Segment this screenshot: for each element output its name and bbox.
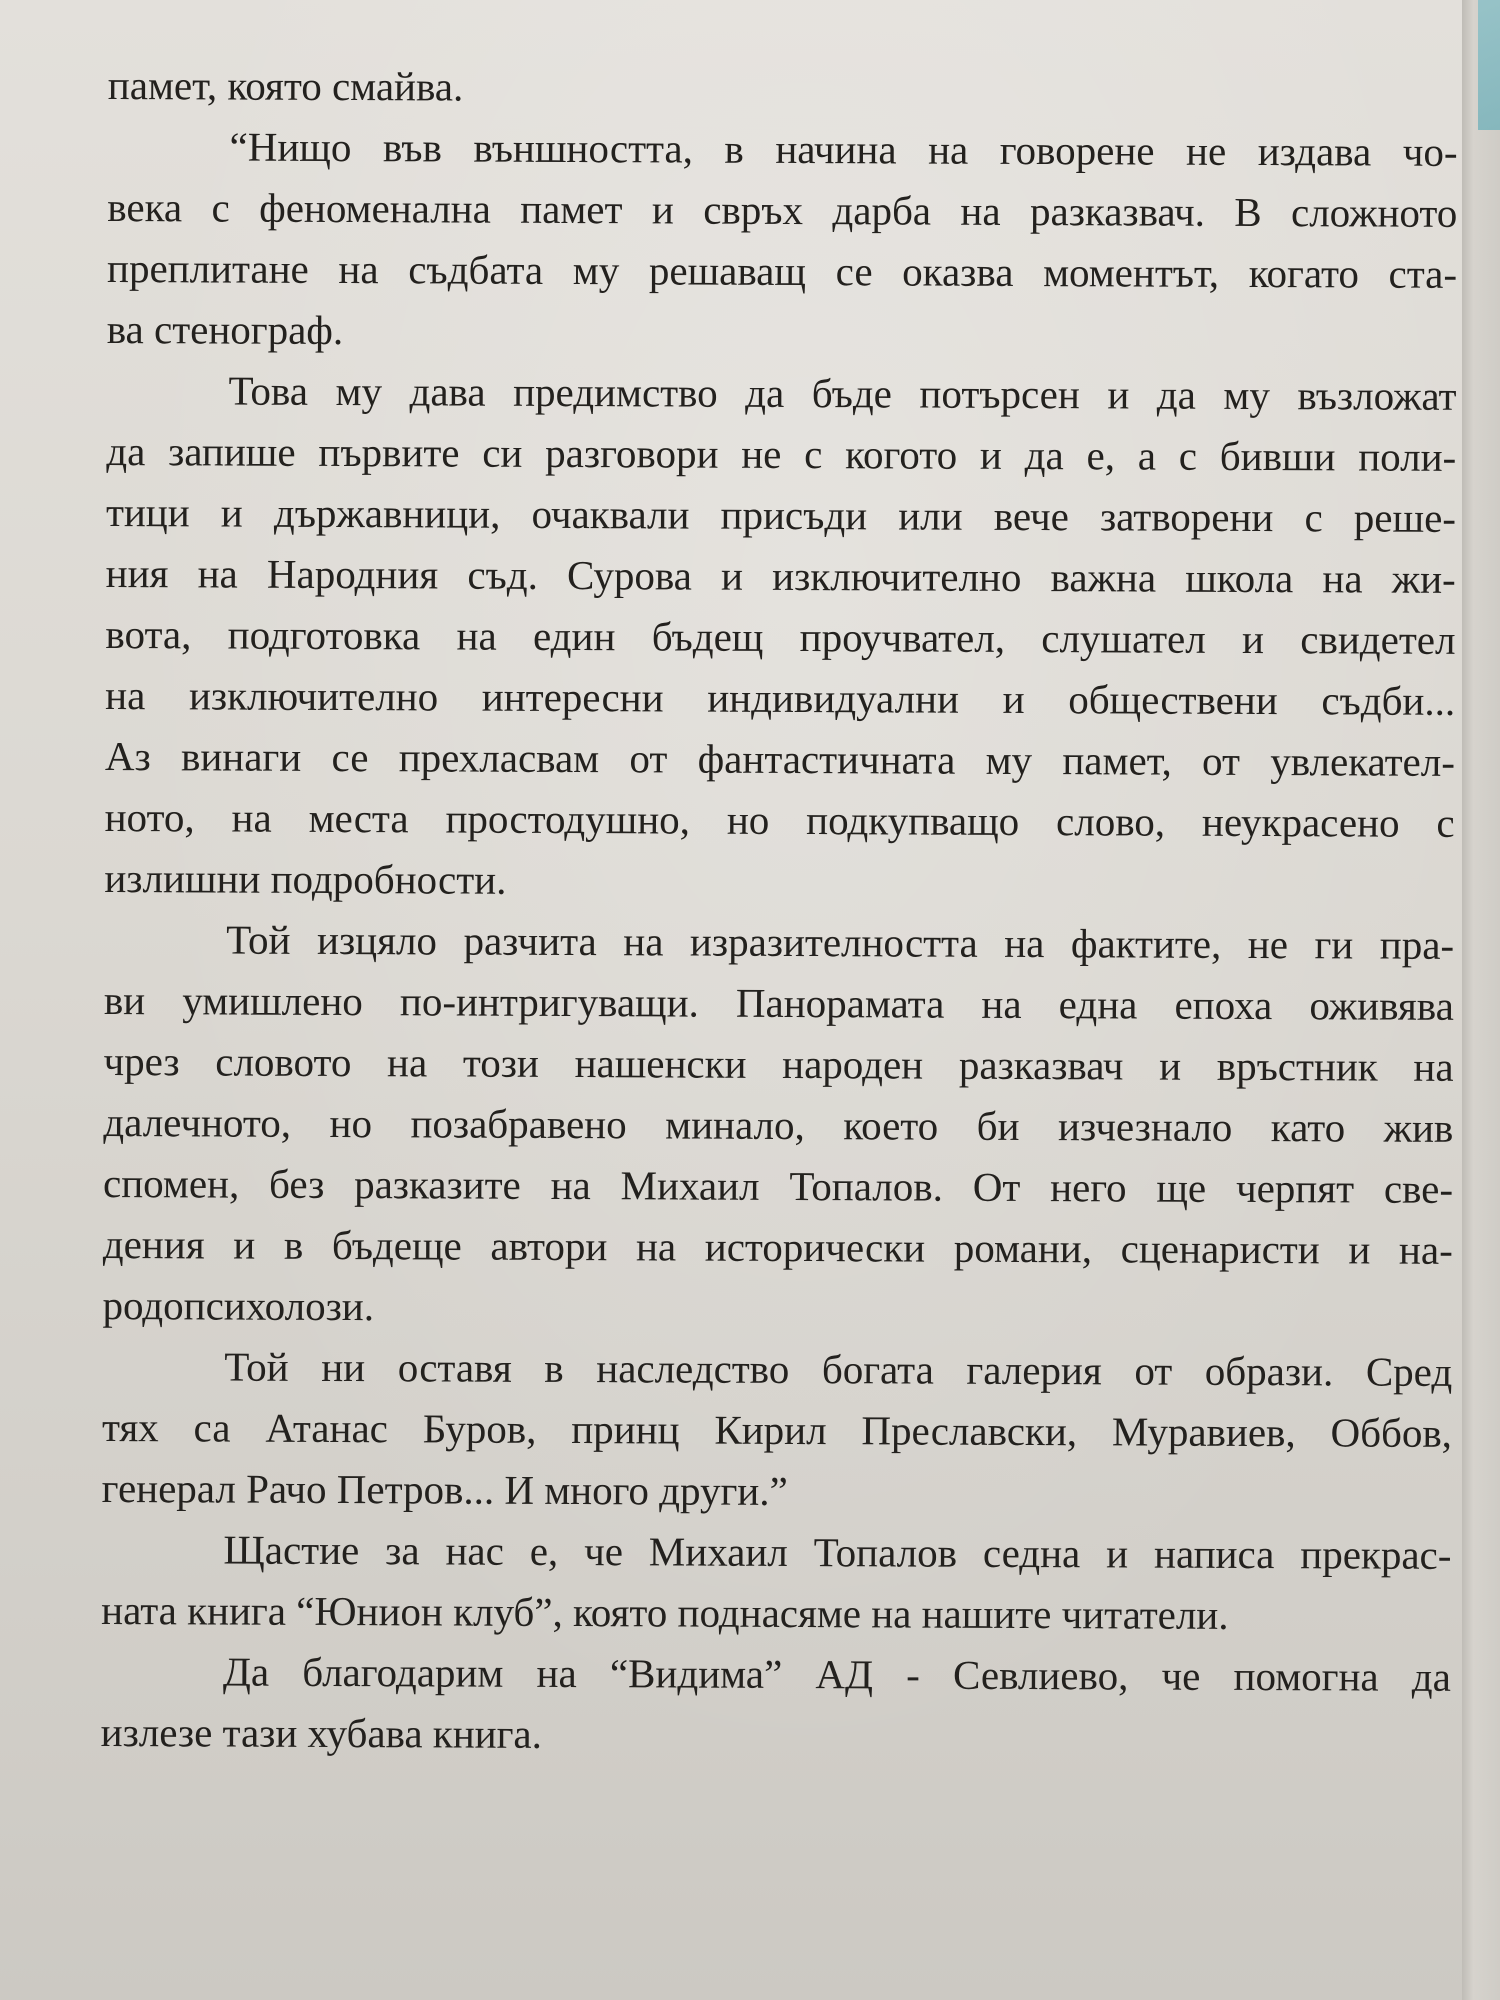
text-line: века с феноменална памет и свръх дарба на разказвач. В сложното <box>107 183 1458 236</box>
text-line: тях са Атанас Буров, принц Кирил Преславски, Муравиев, Оббов, <box>101 1403 1453 1456</box>
text-line: да запише първите си разговори не с когото и да е, а с бивши поли- <box>106 427 1457 480</box>
text-line: Да благодарим на “Видима” АД - Севлиево, че помогна да <box>222 1648 1452 1700</box>
text-line: Щастие за нас е, че Михаил Топалов седна и написа прекрас- <box>223 1526 1452 1578</box>
text-line: излишни подробности. <box>104 854 507 903</box>
text-line: родопсихолози. <box>102 1281 375 1330</box>
text-line: памет, която смайва. <box>107 61 464 110</box>
text-line: ния на Народния съд. Сурова и изключително важна школа на жи- <box>105 549 1456 602</box>
blue-tape <box>1478 0 1500 130</box>
text-line: вота, подготовка на един бъдещ проучвател, слушател и свидетел <box>105 610 1456 663</box>
text-line: ното, на места простодушно, но подкупващо слово, неукрасено с <box>104 793 1455 846</box>
text-line: излезе тази хубава книга. <box>100 1708 543 1757</box>
text-line: чрез словото на този нашенски народен разказвач и връстник на <box>103 1037 1454 1090</box>
text-line: “Нищо във външността, в начина на говорене не издава чо- <box>229 123 1458 175</box>
text-line: Той изцяло разчита на изразителността на фактите, не ги пра- <box>226 916 1455 968</box>
text-line: тици и държавници, очаквали присъди или вече затворени с реше- <box>105 488 1457 541</box>
text-line: преплитане на съдбата му решаващ се оказва моментът, когато ста- <box>106 244 1458 297</box>
text-line: Той ни оставя в наследство богата галерия от образи. Сред <box>224 1343 1453 1395</box>
body-text <box>101 55 1458 1769</box>
text-line: дения и в бъдеще автори на исторически романи, сценаристи и на- <box>102 1220 1453 1273</box>
text-line: генерал Рачо Петров... И много други.” <box>101 1464 788 1514</box>
text-line: ви умишлено по-интригуващи. Панорамата на една епоха оживява <box>103 976 1454 1029</box>
text-line: Аз винаги се прехласвам от фантастичната му памет, от увлекател- <box>104 732 1456 785</box>
text-line: далечното, но позабравено минало, което би изчезнало като жив <box>103 1098 1454 1151</box>
text-line: Това му дава предимство да бъде потърсен и да му възложат <box>228 367 1457 419</box>
text-line: ва стенограф. <box>106 305 344 354</box>
text-line: на изключително интересни индивидуални и обществени съдби... <box>105 671 1456 724</box>
page-edge <box>1462 0 1500 2000</box>
text-line: ната книга “Юнион клуб”, която поднасяме на нашите читатели. <box>101 1586 1229 1638</box>
text-line: спомен, без разказите на Михаил Топалов. От него ще черпят све- <box>102 1159 1454 1212</box>
